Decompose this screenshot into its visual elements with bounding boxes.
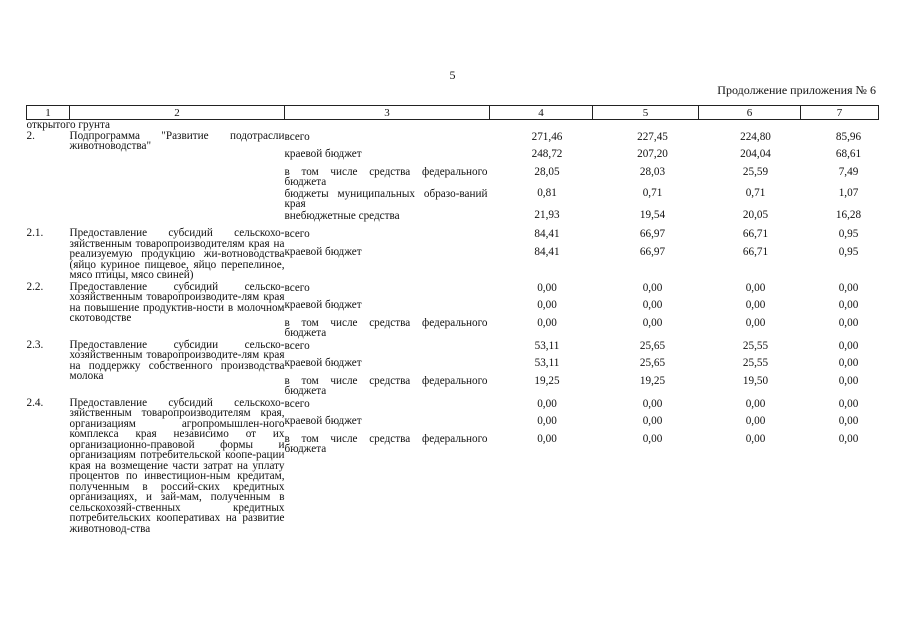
value-column-4 xyxy=(490,282,593,339)
value-cell: 66,97 xyxy=(639,228,666,240)
funding-source-label: всего xyxy=(284,130,310,143)
column-number-row xyxy=(27,106,879,120)
continued-text: открытого грунта xyxy=(26,119,111,131)
value-cell: 224,80 xyxy=(740,130,771,143)
value-column-7 xyxy=(801,282,879,339)
value-column-7 xyxy=(801,131,879,228)
value-cell: 0,00 xyxy=(642,415,663,427)
value-cell: 84,41 xyxy=(534,245,560,258)
value-cell: 0,00 xyxy=(838,281,859,294)
funding-source-label: всего xyxy=(284,397,310,410)
value-column-6 xyxy=(699,228,801,281)
value-column-5 xyxy=(593,340,699,397)
value-column-4 xyxy=(490,398,593,535)
value-cell: 0,00 xyxy=(537,281,557,294)
value-cell: 0,00 xyxy=(838,397,859,410)
column-header: 3 xyxy=(285,106,490,120)
funding-source-label: всего xyxy=(284,228,310,240)
value-cell: 207,20 xyxy=(637,148,668,160)
measure-name: Подпрограмма "Развитие подотрасли животноводства" xyxy=(69,129,285,152)
column-header: 1 xyxy=(27,106,70,120)
funding-sources xyxy=(285,228,490,281)
funding-source-label: в том числе средства федерального бюджета xyxy=(284,432,488,455)
value-cell: 0,00 xyxy=(838,299,859,311)
value-cell: 7,49 xyxy=(838,165,859,178)
value-cell: 0,00 xyxy=(642,432,663,445)
row-number: 2.1. xyxy=(26,227,44,239)
funding-source-label: краевой бюджет xyxy=(284,299,362,311)
measure-name: Предоставление субсидий сельскохо-зяйственным товаропроизводителям края на реализуемую продукцию жи-вотноводства (яйцо куриное пищевое, яйцо перепелиное, мясо птицы, мясо свиней) xyxy=(69,227,285,281)
funding-sources xyxy=(285,340,490,397)
value-cell: 0,71 xyxy=(642,187,663,199)
value-cell: 0,00 xyxy=(745,415,766,427)
value-cell: 19,25 xyxy=(639,374,666,387)
value-cell: 28,05 xyxy=(534,165,560,178)
value-column-4 xyxy=(490,131,593,228)
value-column-4 xyxy=(490,340,593,397)
value-cell: 19,25 xyxy=(534,374,560,387)
value-cell: 0,00 xyxy=(745,316,766,329)
funding-sources xyxy=(285,282,490,339)
value-column-7 xyxy=(801,398,879,535)
value-cell: 0,00 xyxy=(745,299,766,311)
value-column-4 xyxy=(490,228,593,281)
table-row xyxy=(27,228,879,281)
value-cell: 0,00 xyxy=(745,397,766,410)
continuation-caption: Продолжение приложения № 6 xyxy=(717,83,876,97)
funding-sources xyxy=(285,131,490,228)
value-cell: 0,00 xyxy=(537,397,557,410)
value-cell: 0,00 xyxy=(537,299,557,311)
value-column-5 xyxy=(593,282,699,339)
table-row xyxy=(27,340,879,397)
value-cell: 25,59 xyxy=(742,165,769,178)
value-cell: 0,00 xyxy=(838,374,859,387)
row-number: 2.4. xyxy=(26,396,44,409)
value-cell: 53,11 xyxy=(534,339,560,352)
value-cell: 0,00 xyxy=(537,316,557,329)
value-cell: 227,45 xyxy=(637,130,668,143)
value-cell: 25,55 xyxy=(742,339,769,352)
value-cell: 0,00 xyxy=(838,415,859,427)
funding-source-label: краевой бюджет xyxy=(284,357,362,369)
table-row xyxy=(27,282,879,339)
value-cell: 0,00 xyxy=(642,281,663,294)
value-cell: 85,96 xyxy=(835,130,862,143)
value-cell: 0,00 xyxy=(537,432,557,445)
value-cell: 0,00 xyxy=(838,339,859,352)
value-cell: 0,00 xyxy=(642,397,663,410)
value-column-6 xyxy=(699,282,801,339)
table-row xyxy=(27,398,879,535)
value-cell: 0,00 xyxy=(838,357,859,369)
column-header: 4 xyxy=(490,106,593,120)
row-number: 2.2. xyxy=(26,280,44,293)
value-cell: 0,00 xyxy=(642,299,663,311)
continued-row xyxy=(27,120,879,131)
value-cell: 0,81 xyxy=(537,187,557,199)
value-cell: 20,05 xyxy=(742,208,769,221)
value-cell: 66,71 xyxy=(742,228,769,240)
funding-source-label: краевой бюджет xyxy=(284,148,362,160)
row-number: 2. xyxy=(26,129,35,142)
value-cell: 19,50 xyxy=(742,374,769,387)
value-cell: 25,65 xyxy=(639,339,666,352)
column-header: 7 xyxy=(801,106,879,120)
funding-source-label: в том числе средства федерального бюджета xyxy=(284,374,488,397)
value-cell: 25,55 xyxy=(742,357,769,369)
value-cell: 66,71 xyxy=(742,245,769,258)
value-cell: 25,65 xyxy=(639,357,666,369)
table-row xyxy=(27,131,879,228)
value-column-6 xyxy=(699,398,801,535)
row-spacer-cell xyxy=(27,534,879,535)
value-cell: 28,03 xyxy=(639,165,666,178)
value-cell: 0,95 xyxy=(838,228,859,240)
value-cell: 204,04 xyxy=(740,148,771,160)
value-column-7 xyxy=(801,228,879,281)
value-column-5 xyxy=(593,228,699,281)
appendix-table xyxy=(26,105,879,535)
value-cell: 0,00 xyxy=(838,432,859,445)
value-cell: 68,61 xyxy=(835,148,862,160)
value-cell: 19,54 xyxy=(639,208,666,221)
funding-source-label: бюджеты муниципальных образо-ваний края xyxy=(284,187,488,210)
value-cell: 0,00 xyxy=(537,415,557,427)
value-column-6 xyxy=(699,340,801,397)
value-cell: 84,41 xyxy=(534,228,560,240)
value-cell: 16,28 xyxy=(835,208,862,221)
funding-source-label: в том числе средства федерального бюджета xyxy=(284,316,488,339)
value-cell: 248,72 xyxy=(531,148,563,160)
row-number: 2.3. xyxy=(26,338,44,351)
funding-source-label: краевой бюджет xyxy=(284,415,362,427)
row-spacer xyxy=(27,534,879,535)
funding-source-label: всего xyxy=(284,339,310,352)
measure-name: Предоставление субсидий сельскохо-зяйственным товаропроизводителям края, организациям агропромышлен-ного комплекса края независимо от их организационно-правовой формы и организациям потребительской коопе-рации края на возмещение части затрат на уплату процентов по инвестицион-ным кредитам, полученным в россий-ских кредитных организациях, и зай-мам, полученным в сельскохозяй-ственных кредитных потребительских кооперативах на развитие животновод-ства xyxy=(69,396,285,535)
column-header: 2 xyxy=(70,106,285,120)
value-cell: 271,46 xyxy=(531,130,563,143)
funding-source-label: краевой бюджет xyxy=(284,245,362,258)
funding-source-label: в том числе средства федерального бюджета xyxy=(284,165,488,188)
value-cell: 1,07 xyxy=(838,187,859,199)
value-cell: 0,00 xyxy=(838,316,859,329)
value-cell: 53,11 xyxy=(534,357,560,369)
funding-sources xyxy=(285,398,490,535)
funding-source-label: внебюджетные средства xyxy=(284,209,400,222)
value-column-5 xyxy=(593,398,699,535)
value-column-7 xyxy=(801,340,879,397)
value-cell: 0,95 xyxy=(838,245,859,258)
value-cell: 0,71 xyxy=(745,187,766,199)
value-column-5 xyxy=(593,131,699,228)
measure-name: Предоставление субсидии сельско-хозяйственным товаропроизводите-лям края на поддержку собственного производства молока xyxy=(69,338,285,382)
value-cell: 0,00 xyxy=(642,316,663,329)
value-cell: 66,97 xyxy=(639,245,666,258)
funding-source-label: всего xyxy=(284,281,310,294)
value-cell: 0,00 xyxy=(745,432,766,445)
column-header: 6 xyxy=(699,106,801,120)
measure-name: Предоставление субсидий сельско-хозяйственным товаропроизводите-лям края на повышение продуктив-ности в молочном скотоводстве xyxy=(69,280,285,324)
column-header: 5 xyxy=(593,106,699,120)
value-cell: 0,00 xyxy=(745,281,766,294)
value-column-6 xyxy=(699,131,801,228)
value-cell: 21,93 xyxy=(534,208,560,221)
page-number: 5 xyxy=(449,68,456,82)
